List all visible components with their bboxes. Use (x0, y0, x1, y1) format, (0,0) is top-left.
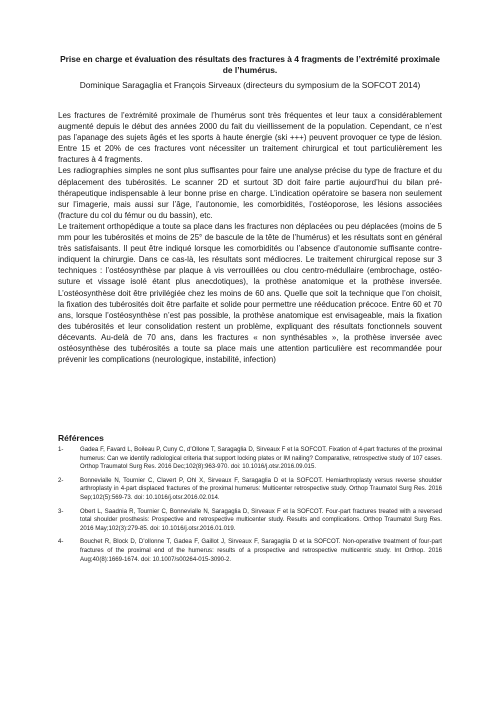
document-title: Prise en charge et évaluation des résultats des fractures à 4 fragments de l’extrémité proximale de l’humérus. (60, 54, 440, 75)
body-paragraph: Les radiographies simples ne sont plus suffisantes pour faire une analyse précise du type de fracture et du déplacement des tubérosités. Le scanner 2D et surtout 3D doit faire partie aujourd’hui du bilan pré-thérapeutique indispensable à leur bonne prise en charge. L’indication opératoire se basera non seulement sur l’imagerie, mais aussi sur l’âge, l’autonomie, les comorbidités, l’ostéoporose, les lésions associées (fracture du col du fémur ou du bassin), etc. (58, 166, 442, 220)
reference-text: Bonnevialle N, Tournier C, Clavert P, Ohl X, Sirveaux F, Saragaglia D et la SOFCOT. Hemiarthroplasty versus reverse shoulder arthroplasty in 4-part displaced fractures of the proximal humerus: Multicenter retrospective study. Orthop Traumatol Surg Res. 2016 Sep;102(5):569-73. doi: 10.1016/j.otsr.2016.02.014. (80, 476, 442, 501)
reference-text: Obert L, Saadnia R, Tournier C, Bonnevialle N, Saragaglia D, Sirveaux F et la SOFCOT. Four-part fractures treated with a reversed total shoulder prosthesis: Prospective and retrospective multicenter study. Results and complications. Orthop Traumatol Surg Res. 2016 May;102(3):279-85. doi: 10.1016/j.otsr.2016.01.019. (80, 507, 442, 532)
document-authors: Dominique Saragaglia et François Sirveaux (directeurs du symposium de la SOFCOT 2014) (79, 80, 421, 90)
reference-number: 3- (58, 507, 64, 515)
reference-item (58, 477, 442, 503)
body-paragraph: Les fractures de l’extrémité proximale de l’humérus sont très fréquentes et leur taux a considérablement augmenté depuis le début des années 2000 du fait du vieillissement de la population. Cependant, ce n’est pas l’apanage des sujets âgés et les sports à haute énergie (ski +++) peuvent provoquer ce type de lésion. Entre 15 et 20% de ces fractures vont nécessiter un traitement chirurgical et tout particulièrement les fractures à 4 fragments. (58, 111, 442, 165)
reference-text: Bouchet R, Block D, D’ollonne T, Gadea F, Gaillot J, Sirveaux F, Saragaglia D et la SOFCOT. Non-operative treatment of four-part fractures of the proximal end of the humerus: results of a prospective and retrospective multicentric study. Int Orthop. 2016 Aug;40(8):1669-1674. doi: 10.1007/s00264-015-3090-2. (80, 538, 442, 563)
body-paragraph: Le traitement orthopédique a toute sa place dans les fractures non déplacées ou peu déplacées (moins de 5 mm pour les tubérosités et moins de 25° de bascule de la tête de l’humérus) et les résultats sont en général très satisfaisants. Il peut être indiqué lorsque les comorbidités ou l’absence d’autonomie suffisante contre-indiquent la chirurgie. Dans ce cas-là, les résultats sont médiocres. Le traitement chirurgical repose sur 3 techniques : l’ostéosynthèse par plaque à vis verrouillées ou clou centro-médullaire (embrochage, ostéo-suture et vissage isolé étant plus anecdotiques), la prothèse anatomique et la prothèse inversée. L’ostéosynthèse doit être privilégiée chez les moins de 60 ans. Quelle que soit la technique que l’on choisit, la fixation des tubérosités doit être parfaite et solide pour permettre une rééducation précoce. Entre 60 et 70 ans, lorsque l’ostéosynthèse n’est pas possible, la prothèse anatomique est envisageable, mais la fixation des tubérosités et leur consolidation restent un problème, expliquant des résultats fonctionnels souvent décevants. Au-delà de 70 ans, dans les fractures « non synthésables », la prothèse inversée avec ostéosynthèse des tubérosités a toute sa place mais une attention particulière est recommandée pour prévenir les complications (neurologique, instabilité, infection) (58, 221, 442, 365)
reference-item (58, 446, 442, 472)
reference-number: 1- (58, 446, 64, 453)
reference-number: 4- (58, 538, 64, 546)
reference-number: 2- (58, 476, 64, 484)
references-heading: Références (58, 433, 104, 443)
references-list (58, 446, 442, 569)
document-body (58, 110, 442, 365)
reference-item (58, 508, 442, 534)
reference-text: Gadea F, Favard L, Boileau P, Cuny C, d’Ollone T, Saragaglia D, Sirveaux F et la SOFCOT. Fixation of 4-part fractures of the proximal humerus: Can we identify radiological criteria that support locking plates or IM nailing? Comparative, retrospective study of 107 cases. Orthop Traumatol Surg Res. 2016 Dec;102(8):963-970. doi: 10.1016/j.otsr.2016.09.015. (80, 446, 442, 471)
reference-item (58, 538, 442, 564)
